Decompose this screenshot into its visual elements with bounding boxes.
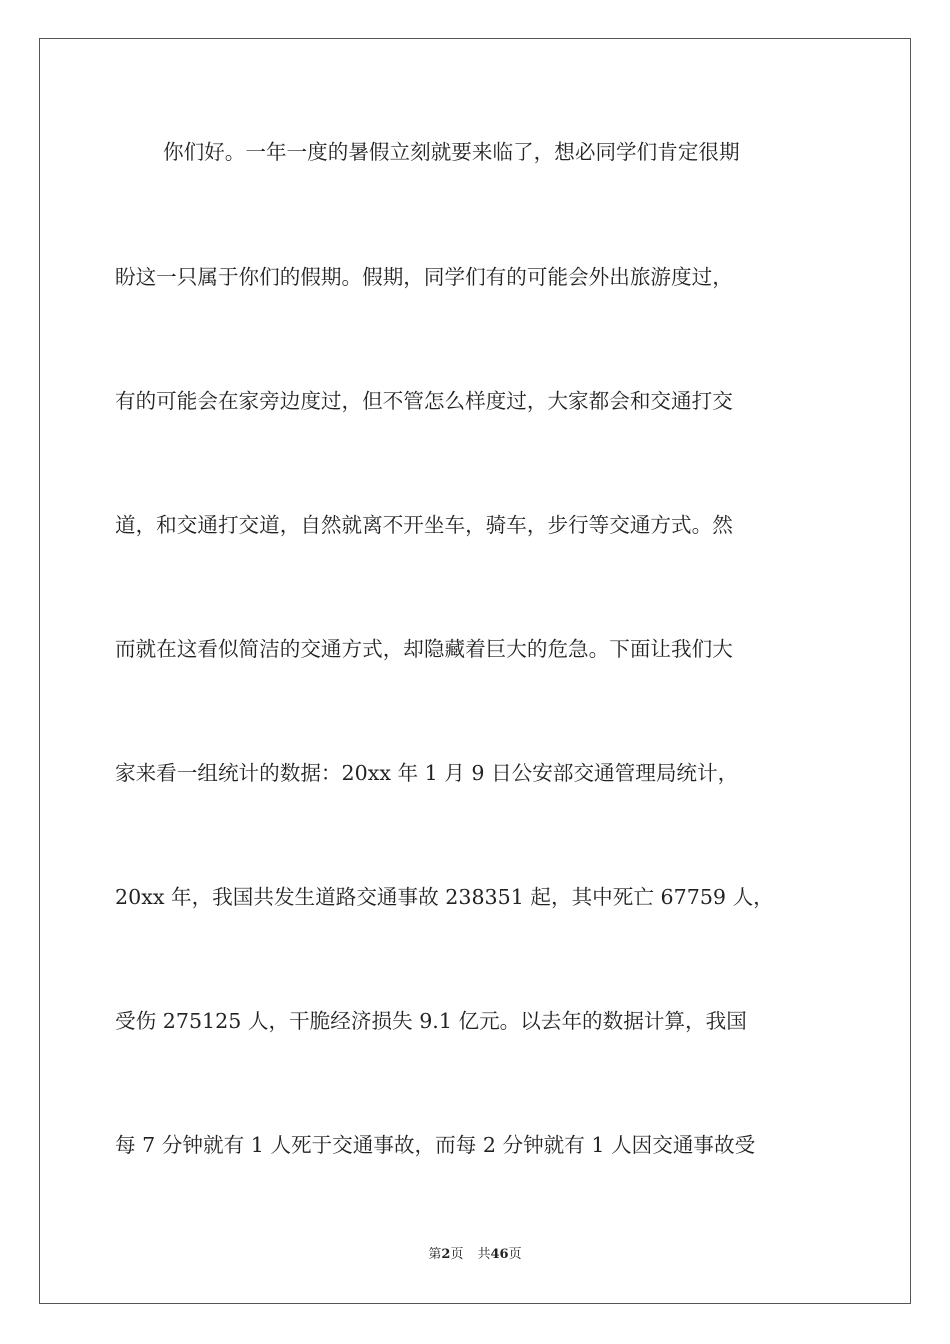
page-frame bbox=[39, 38, 911, 1304]
page-footer bbox=[0, 1245, 950, 1265]
page-number-prefix: 第 bbox=[428, 1247, 442, 1262]
paragraph-line: 而就在这看似简洁的交通方式，却隐藏着巨大的危急。下面让我们大 bbox=[115, 637, 733, 661]
paragraph-line: 盼这一只属于你们的假期。假期，同学们有的可能会外出旅游度过， bbox=[115, 265, 733, 289]
paragraph-line: 你们好。一年一度的暑假立刻就要来临了，想必同学们肯定很期 bbox=[163, 140, 740, 164]
paragraph-line: 20xx 年，我国共发生道路交通事故 238351 起，其中死亡 67759 人， bbox=[115, 885, 774, 909]
paragraph-line: 每 7 分钟就有 1 人死于交通事故，而每 2 分钟就有 1 人因交通事故受 bbox=[115, 1133, 756, 1157]
page-number: 2 bbox=[441, 1247, 451, 1262]
paragraph-line: 道，和交通打交道，自然就离不开坐车，骑车，步行等交通方式。然 bbox=[115, 513, 733, 537]
total-pages: 46 bbox=[490, 1247, 509, 1262]
total-pages-suffix: 页 bbox=[508, 1247, 522, 1262]
paragraph-line: 有的可能会在家旁边度过，但不管怎么样度过，大家都会和交通打交 bbox=[115, 389, 733, 413]
paragraph-line: 受伤 275125 人，干脆经济损失 9.1 亿元。以去年的数据计算，我国 bbox=[115, 1009, 747, 1033]
page-number-suffix: 页 bbox=[450, 1247, 464, 1262]
paragraph-line: 家来看一组统计的数据：20xx 年 1 月 9 日公安部交通管理局统计， bbox=[115, 761, 739, 785]
total-pages-prefix: 共 bbox=[477, 1247, 491, 1262]
